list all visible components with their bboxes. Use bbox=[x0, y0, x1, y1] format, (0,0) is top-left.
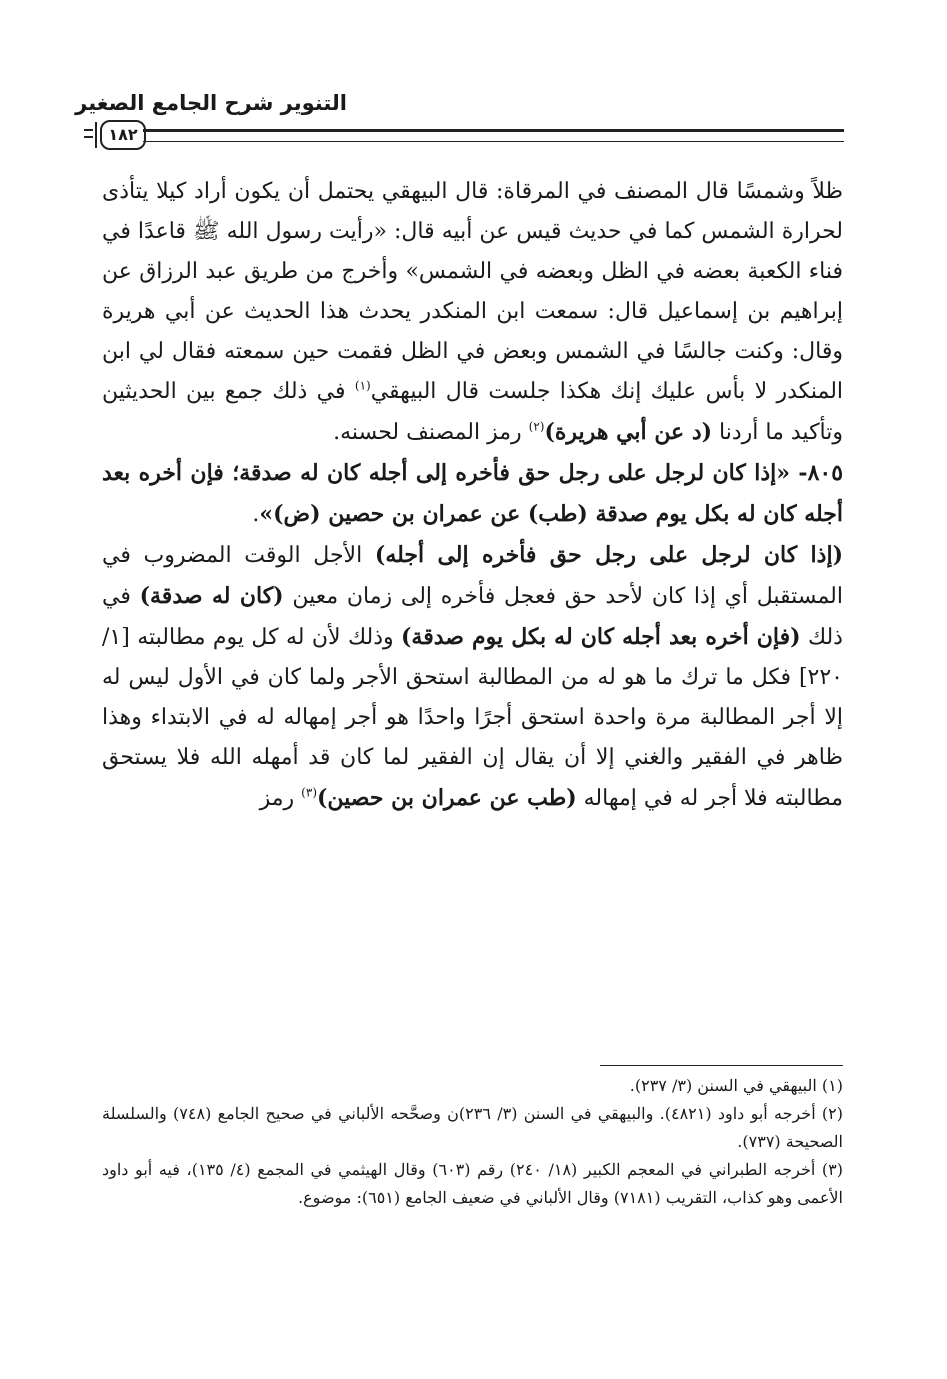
footnotes bbox=[102, 1072, 843, 1212]
main-text bbox=[102, 172, 843, 819]
source-citation: (د عن أبي هريرة) bbox=[544, 419, 713, 445]
text-run: وذلك لأن له كل يوم مطالبته [١/ ٢٢٠] فكل ما ترك ما هو له من المطالبة استحق الأجر ولما كان في الأول ليس له إلا أجر المطالبة مرة واحدة استحق أجرًا واحدًا هو أجر إمهاله له في الابتداء وهذا ظاهر في الفقير والغني إلا أن يقال إن الفقير لما كان قد أمهله الله فلا يستحق مطالبته فلا أجر له في إمهاله bbox=[102, 625, 843, 811]
text-run: . bbox=[252, 502, 260, 527]
hadith-entry bbox=[102, 453, 843, 535]
footnote-ref-2[interactable]: (٢) bbox=[528, 419, 545, 434]
text-run: ظلاً وشمسًا قال المصنف في المرقاة: قال البيهقي يحتمل أن يكون أراد كيلا يتأذى لحرارة الشمس كما في حديث قيس عن أبيه قال: «رأيت رسول الله ﷺ قاعدًا في فناء الكعبة بعضه في الظل وبعضه في الشمس» وأخرج من طريق عبد الرزاق عن إبراهيم بن إسماعيل قال: سمعت ابن المنكدر يحدث هذا الحديث عن أبي هريرة وقال: وكنت جالسًا في الشمس وبعض في الظل فقمت حين سمعته فقال لي ابن المنكدر لا بأس عليك إنك هكذا جلست قال البيهقي bbox=[102, 179, 844, 404]
paragraph-commentary-1 bbox=[102, 172, 843, 453]
header-rule bbox=[143, 129, 844, 142]
footnote-ref-3[interactable]: (٣) bbox=[301, 785, 317, 800]
text-run: في ذلك جمع بين الحديثين وتأكيد ما أردنا bbox=[102, 379, 843, 445]
footnote-separator bbox=[600, 1065, 843, 1066]
page-number: ١٨٢ bbox=[100, 120, 146, 150]
footnote-1: (١) البيهقي في السنن (٣/ ٢٣٧). bbox=[629, 1076, 843, 1095]
source-citation: (طب عن عمران بن حصين) bbox=[317, 785, 577, 811]
footnote-2: (٢) أخرجه أبو داود (٤٨٢١). والبيهقي في السنن (٣/ ٢٣٦)ن وصحَّحه الألباني في صحيح الجامع (٧٤٨) والسلسلة الصحيحة (٧٣٧). bbox=[102, 1104, 844, 1151]
quoted-phrase: (كان له صدقة) bbox=[139, 583, 284, 609]
header-rule-end bbox=[84, 129, 93, 138]
running-title: التنوير شرح الجامع الصغير bbox=[75, 91, 347, 115]
quoted-phrase: (إذا كان لرجل على رجل حق فأخره إلى أجله) bbox=[374, 542, 843, 568]
text-run: في ذلك bbox=[102, 584, 843, 650]
hadith-number: ٨٠٥- bbox=[790, 460, 844, 486]
quoted-phrase: (فإن أخره بعد أجله كان له بكل يوم صدقة) bbox=[401, 624, 801, 650]
text-run: الأجل الوقت المضروب في المستقبل أي إذا كان لأحد حق فعجل فأخره إلى زمان معين bbox=[102, 543, 843, 609]
footnote-3: (٣) أخرجه الطبراني في المعجم الكبير (١٨/ ٢٤٠) رقم (٦٠٣) وقال الهيثمي في المجمع (٤/ ١٣٥)، فيه أبو داود الأعمى وهو كذاب، التقريب (٧١٨١) وقال الألباني في ضعيف الجامع (٦٥١): موضوع. bbox=[102, 1160, 844, 1207]
text-run: رمز bbox=[259, 786, 302, 811]
hadith-text: «إذا كان لرجل على رجل حق فأخره إلى أجله كان له صدقة؛ فإن أخره بعد أجله كان له بكل يوم صدقة (طب) عن عمران بن حصين (ض)» bbox=[102, 460, 843, 527]
footnote-ref-1[interactable]: (١) bbox=[354, 378, 371, 393]
text-run: رمز المصنف لحسنه. bbox=[333, 420, 529, 445]
paragraph-commentary-2 bbox=[102, 535, 843, 819]
